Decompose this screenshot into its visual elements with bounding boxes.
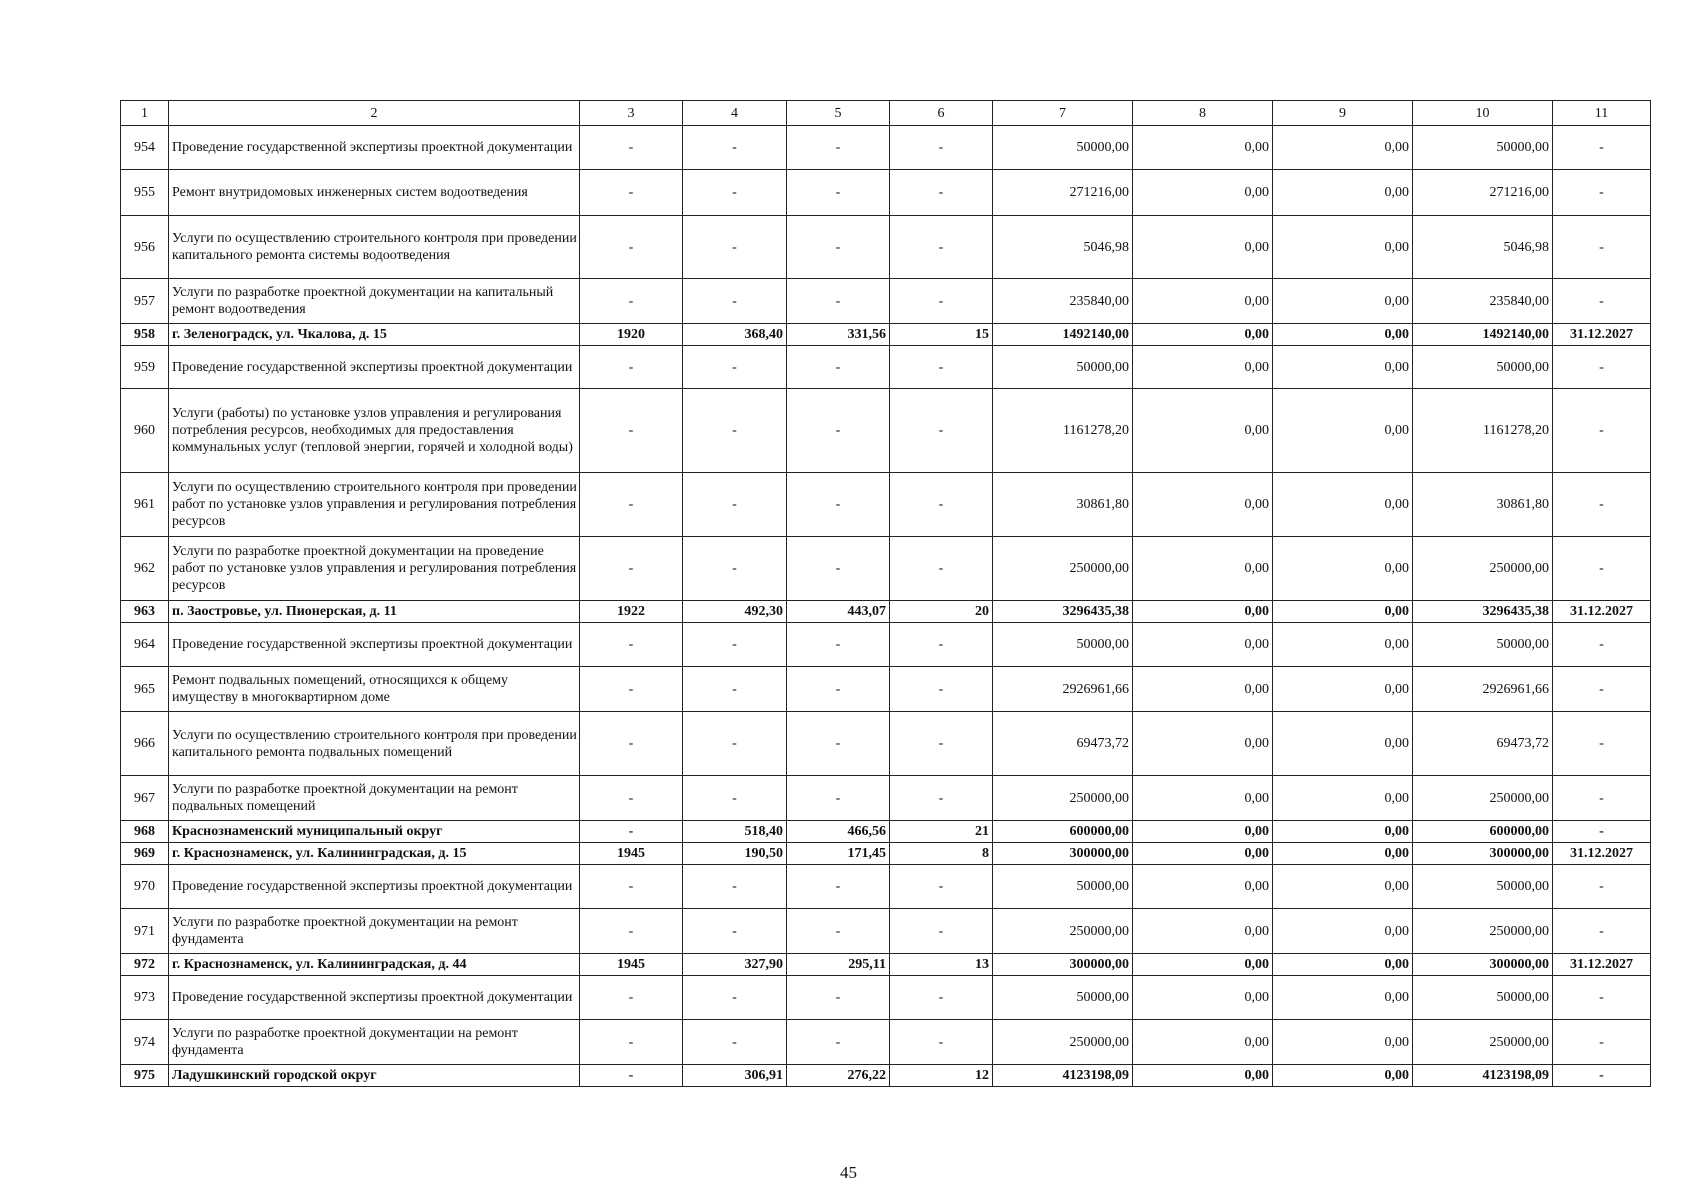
living-area-cell: -: [787, 216, 890, 279]
completion-date-cell: 31.12.2027: [1553, 954, 1651, 976]
table-row: [121, 537, 1651, 601]
column-header: 8: [1133, 101, 1273, 126]
total-cost-cell: 250000,00: [993, 1020, 1133, 1065]
total-area-cell: -: [683, 623, 787, 667]
fund-cost-cell: 0,00: [1133, 389, 1273, 473]
total-cost-cell: 69473,72: [993, 712, 1133, 776]
year-built-cell: -: [580, 1020, 683, 1065]
residents-count-cell: -: [890, 537, 993, 601]
residents-count-cell: 21: [890, 821, 993, 843]
owners-cost-cell: 2926961,66: [1413, 667, 1553, 712]
total-area-cell: -: [683, 776, 787, 821]
living-area-cell: -: [787, 909, 890, 954]
table-row: [121, 865, 1651, 909]
year-built-cell: -: [580, 389, 683, 473]
living-area-cell: 295,11: [787, 954, 890, 976]
page-number: 45: [840, 1163, 857, 1182]
row-number-cell: 959: [121, 346, 169, 389]
total-cost-cell: 30861,80: [993, 473, 1133, 537]
year-built-cell: -: [580, 976, 683, 1020]
budget-cost-cell: 0,00: [1273, 126, 1413, 170]
year-built-cell: -: [580, 667, 683, 712]
work-description-cell: Проведение государственной экспертизы проектной документации: [169, 126, 580, 170]
completion-date-cell: -: [1553, 126, 1651, 170]
budget-cost-cell: 0,00: [1273, 821, 1413, 843]
owners-cost-cell: 4123198,09: [1413, 1065, 1553, 1087]
living-area-cell: -: [787, 712, 890, 776]
residents-count-cell: -: [890, 473, 993, 537]
fund-cost-cell: 0,00: [1133, 954, 1273, 976]
year-built-cell: -: [580, 216, 683, 279]
total-cost-cell: 50000,00: [993, 346, 1133, 389]
budget-cost-cell: 0,00: [1273, 976, 1413, 1020]
living-area-cell: -: [787, 623, 890, 667]
total-area-cell: 327,90: [683, 954, 787, 976]
fund-cost-cell: 0,00: [1133, 909, 1273, 954]
residents-count-cell: -: [890, 909, 993, 954]
table-row: [121, 623, 1651, 667]
total-area-cell: -: [683, 473, 787, 537]
row-number-cell: 956: [121, 216, 169, 279]
total-area-cell: -: [683, 126, 787, 170]
total-area-cell: 492,30: [683, 601, 787, 623]
year-built-cell: -: [580, 170, 683, 216]
total-cost-cell: 1161278,20: [993, 389, 1133, 473]
owners-cost-cell: 235840,00: [1413, 279, 1553, 324]
total-area-cell: 306,91: [683, 1065, 787, 1087]
work-description-cell: п. Заостровье, ул. Пионерская, д. 11: [169, 601, 580, 623]
table-row: [121, 712, 1651, 776]
living-area-cell: 331,56: [787, 324, 890, 346]
column-header: 11: [1553, 101, 1651, 126]
table-row: [121, 170, 1651, 216]
work-description-cell: Услуги (работы) по установке узлов управления и регулирования потребления ресурсов, необходимых для предоставления коммунальных услуг (тепловой энергии, горячей и холодной воды): [169, 389, 580, 473]
column-header: 4: [683, 101, 787, 126]
budget-cost-cell: 0,00: [1273, 346, 1413, 389]
owners-cost-cell: 5046,98: [1413, 216, 1553, 279]
budget-cost-cell: 0,00: [1273, 667, 1413, 712]
row-number-cell: 963: [121, 601, 169, 623]
total-area-cell: -: [683, 279, 787, 324]
work-description-cell: Проведение государственной экспертизы проектной документации: [169, 623, 580, 667]
work-description-cell: Проведение государственной экспертизы проектной документации: [169, 976, 580, 1020]
work-description-cell: Услуги по разработке проектной документации на капитальный ремонт водоотведения: [169, 279, 580, 324]
budget-cost-cell: 0,00: [1273, 712, 1413, 776]
fund-cost-cell: 0,00: [1133, 865, 1273, 909]
work-description-cell: Услуги по осуществлению строительного контроля при проведении капитального ремонта системы водоотведения: [169, 216, 580, 279]
total-area-cell: -: [683, 216, 787, 279]
row-number-cell: 970: [121, 865, 169, 909]
column-header: 5: [787, 101, 890, 126]
completion-date-cell: 31.12.2027: [1553, 843, 1651, 865]
completion-date-cell: -: [1553, 1020, 1651, 1065]
table-row-summary: [121, 601, 1651, 623]
fund-cost-cell: 0,00: [1133, 279, 1273, 324]
residents-count-cell: -: [890, 170, 993, 216]
column-header: 9: [1273, 101, 1413, 126]
total-area-cell: -: [683, 1020, 787, 1065]
owners-cost-cell: 250000,00: [1413, 776, 1553, 821]
year-built-cell: 1920: [580, 324, 683, 346]
completion-date-cell: -: [1553, 865, 1651, 909]
total-area-cell: -: [683, 909, 787, 954]
completion-date-cell: -: [1553, 537, 1651, 601]
total-area-cell: -: [683, 346, 787, 389]
year-built-cell: -: [580, 126, 683, 170]
fund-cost-cell: 0,00: [1133, 537, 1273, 601]
row-number-cell: 964: [121, 623, 169, 667]
total-cost-cell: 300000,00: [993, 954, 1133, 976]
total-area-cell: -: [683, 389, 787, 473]
budget-cost-cell: 0,00: [1273, 1065, 1413, 1087]
total-area-cell: -: [683, 976, 787, 1020]
row-number-cell: 954: [121, 126, 169, 170]
work-description-cell: г. Зеленоградск, ул. Чкалова, д. 15: [169, 324, 580, 346]
completion-date-cell: -: [1553, 346, 1651, 389]
living-area-cell: -: [787, 776, 890, 821]
row-number-cell: 968: [121, 821, 169, 843]
row-number-cell: 974: [121, 1020, 169, 1065]
total-cost-cell: 2926961,66: [993, 667, 1133, 712]
fund-cost-cell: 0,00: [1133, 216, 1273, 279]
year-built-cell: -: [580, 865, 683, 909]
total-cost-cell: 5046,98: [993, 216, 1133, 279]
total-cost-cell: 600000,00: [993, 821, 1133, 843]
budget-cost-cell: 0,00: [1273, 865, 1413, 909]
completion-date-cell: -: [1553, 216, 1651, 279]
fund-cost-cell: 0,00: [1133, 623, 1273, 667]
row-number-cell: 972: [121, 954, 169, 976]
completion-date-cell: -: [1553, 473, 1651, 537]
completion-date-cell: -: [1553, 821, 1651, 843]
year-built-cell: -: [580, 776, 683, 821]
total-area-cell: -: [683, 712, 787, 776]
total-cost-cell: 50000,00: [993, 623, 1133, 667]
residents-count-cell: -: [890, 667, 993, 712]
year-built-cell: 1945: [580, 954, 683, 976]
total-cost-cell: 250000,00: [993, 537, 1133, 601]
completion-date-cell: -: [1553, 1065, 1651, 1087]
residents-count-cell: -: [890, 1020, 993, 1065]
completion-date-cell: -: [1553, 389, 1651, 473]
row-number-cell: 955: [121, 170, 169, 216]
total-cost-cell: 50000,00: [993, 976, 1133, 1020]
total-area-cell: 368,40: [683, 324, 787, 346]
completion-date-cell: 31.12.2027: [1553, 601, 1651, 623]
owners-cost-cell: 1492140,00: [1413, 324, 1553, 346]
living-area-cell: -: [787, 537, 890, 601]
work-description-cell: Проведение государственной экспертизы проектной документации: [169, 346, 580, 389]
table-row-summary: [121, 1065, 1651, 1087]
total-area-cell: -: [683, 170, 787, 216]
residents-count-cell: 15: [890, 324, 993, 346]
residents-count-cell: 12: [890, 1065, 993, 1087]
row-number-cell: 966: [121, 712, 169, 776]
work-description-cell: Ремонт подвальных помещений, относящихся к общему имуществу в многоквартирном доме: [169, 667, 580, 712]
year-built-cell: -: [580, 473, 683, 537]
row-number-cell: 973: [121, 976, 169, 1020]
table-row: [121, 909, 1651, 954]
row-number-cell: 958: [121, 324, 169, 346]
total-cost-cell: 271216,00: [993, 170, 1133, 216]
residents-count-cell: -: [890, 623, 993, 667]
budget-cost-cell: 0,00: [1273, 170, 1413, 216]
total-area-cell: -: [683, 865, 787, 909]
fund-cost-cell: 0,00: [1133, 843, 1273, 865]
work-description-cell: Краснознаменский муниципальный округ: [169, 821, 580, 843]
total-cost-cell: 50000,00: [993, 126, 1133, 170]
work-description-cell: Услуги по разработке проектной документации на ремонт фундамента: [169, 1020, 580, 1065]
owners-cost-cell: 250000,00: [1413, 909, 1553, 954]
table-row: [121, 126, 1651, 170]
completion-date-cell: -: [1553, 976, 1651, 1020]
row-number-cell: 967: [121, 776, 169, 821]
completion-date-cell: -: [1553, 667, 1651, 712]
fund-cost-cell: 0,00: [1133, 1065, 1273, 1087]
budget-cost-cell: 0,00: [1273, 1020, 1413, 1065]
work-description-cell: Услуги по разработке проектной документации на ремонт фундамента: [169, 909, 580, 954]
owners-cost-cell: 600000,00: [1413, 821, 1553, 843]
column-header: 1: [121, 101, 169, 126]
column-header: 7: [993, 101, 1133, 126]
owners-cost-cell: 300000,00: [1413, 954, 1553, 976]
owners-cost-cell: 3296435,38: [1413, 601, 1553, 623]
total-cost-cell: 235840,00: [993, 279, 1133, 324]
total-cost-cell: 300000,00: [993, 843, 1133, 865]
living-area-cell: -: [787, 865, 890, 909]
row-number-cell: 969: [121, 843, 169, 865]
owners-cost-cell: 50000,00: [1413, 346, 1553, 389]
table-row: [121, 346, 1651, 389]
fund-cost-cell: 0,00: [1133, 324, 1273, 346]
owners-cost-cell: 300000,00: [1413, 843, 1553, 865]
owners-cost-cell: 50000,00: [1413, 976, 1553, 1020]
residents-count-cell: -: [890, 216, 993, 279]
living-area-cell: -: [787, 667, 890, 712]
living-area-cell: -: [787, 346, 890, 389]
living-area-cell: -: [787, 170, 890, 216]
completion-date-cell: -: [1553, 712, 1651, 776]
completion-date-cell: -: [1553, 909, 1651, 954]
residents-count-cell: -: [890, 346, 993, 389]
living-area-cell: -: [787, 1020, 890, 1065]
year-built-cell: -: [580, 623, 683, 667]
total-cost-cell: 3296435,38: [993, 601, 1133, 623]
row-number-cell: 961: [121, 473, 169, 537]
year-built-cell: 1922: [580, 601, 683, 623]
fund-cost-cell: 0,00: [1133, 1020, 1273, 1065]
residents-count-cell: 13: [890, 954, 993, 976]
fund-cost-cell: 0,00: [1133, 473, 1273, 537]
residents-count-cell: -: [890, 865, 993, 909]
row-number-cell: 960: [121, 389, 169, 473]
residents-count-cell: -: [890, 776, 993, 821]
column-number-header-row: [121, 101, 1651, 126]
row-number-cell: 965: [121, 667, 169, 712]
owners-cost-cell: 30861,80: [1413, 473, 1553, 537]
table-row: [121, 389, 1651, 473]
row-number-cell: 971: [121, 909, 169, 954]
living-area-cell: -: [787, 126, 890, 170]
work-description-cell: Услуги по разработке проектной документации на ремонт подвальных помещений: [169, 776, 580, 821]
completion-date-cell: 31.12.2027: [1553, 324, 1651, 346]
budget-cost-cell: 0,00: [1273, 623, 1413, 667]
owners-cost-cell: 250000,00: [1413, 1020, 1553, 1065]
completion-date-cell: -: [1553, 776, 1651, 821]
column-header: 6: [890, 101, 993, 126]
budget-cost-cell: 0,00: [1273, 843, 1413, 865]
table-row-summary: [121, 954, 1651, 976]
work-description-cell: г. Краснознаменск, ул. Калининградская, д. 44: [169, 954, 580, 976]
table-row: [121, 667, 1651, 712]
table-row-summary: [121, 821, 1651, 843]
budget-cost-cell: 0,00: [1273, 537, 1413, 601]
year-built-cell: 1945: [580, 843, 683, 865]
table-row-summary: [121, 843, 1651, 865]
fund-cost-cell: 0,00: [1133, 976, 1273, 1020]
year-built-cell: -: [580, 821, 683, 843]
total-cost-cell: 250000,00: [993, 776, 1133, 821]
owners-cost-cell: 50000,00: [1413, 126, 1553, 170]
budget-cost-cell: 0,00: [1273, 279, 1413, 324]
fund-cost-cell: 0,00: [1133, 346, 1273, 389]
work-description-cell: Услуги по разработке проектной документации на проведение работ по установке узлов управления и регулирования потребления ресурсов: [169, 537, 580, 601]
table-body: [121, 126, 1651, 1087]
budget-cost-cell: 0,00: [1273, 216, 1413, 279]
fund-cost-cell: 0,00: [1133, 170, 1273, 216]
column-header: 2: [169, 101, 580, 126]
table-row: [121, 976, 1651, 1020]
fund-cost-cell: 0,00: [1133, 126, 1273, 170]
year-built-cell: -: [580, 1065, 683, 1087]
table-row: [121, 1020, 1651, 1065]
work-description-cell: Ремонт внутридомовых инженерных систем водоотведения: [169, 170, 580, 216]
total-area-cell: 518,40: [683, 821, 787, 843]
work-description-cell: г. Краснознаменск, ул. Калининградская, д. 15: [169, 843, 580, 865]
year-built-cell: -: [580, 537, 683, 601]
budget-cost-cell: 0,00: [1273, 389, 1413, 473]
document-sheet: [120, 100, 1650, 1087]
fund-cost-cell: 0,00: [1133, 601, 1273, 623]
living-area-cell: 443,07: [787, 601, 890, 623]
living-area-cell: -: [787, 389, 890, 473]
total-area-cell: 190,50: [683, 843, 787, 865]
year-built-cell: -: [580, 712, 683, 776]
owners-cost-cell: 1161278,20: [1413, 389, 1553, 473]
row-number-cell: 957: [121, 279, 169, 324]
work-description-cell: Услуги по осуществлению строительного контроля при проведении капитального ремонта подвальных помещений: [169, 712, 580, 776]
residents-count-cell: -: [890, 126, 993, 170]
work-description-cell: Проведение государственной экспертизы проектной документации: [169, 865, 580, 909]
residents-count-cell: -: [890, 976, 993, 1020]
completion-date-cell: -: [1553, 623, 1651, 667]
completion-date-cell: -: [1553, 279, 1651, 324]
table-row-summary: [121, 324, 1651, 346]
residents-count-cell: -: [890, 279, 993, 324]
living-area-cell: -: [787, 976, 890, 1020]
budget-cost-cell: 0,00: [1273, 324, 1413, 346]
owners-cost-cell: 271216,00: [1413, 170, 1553, 216]
living-area-cell: 466,56: [787, 821, 890, 843]
year-built-cell: -: [580, 279, 683, 324]
table-row: [121, 776, 1651, 821]
fund-cost-cell: 0,00: [1133, 667, 1273, 712]
total-cost-cell: 1492140,00: [993, 324, 1133, 346]
table-row: [121, 279, 1651, 324]
owners-cost-cell: 50000,00: [1413, 865, 1553, 909]
data-table: [120, 100, 1651, 1087]
work-description-cell: Ладушкинский городской округ: [169, 1065, 580, 1087]
row-number-cell: 962: [121, 537, 169, 601]
living-area-cell: 276,22: [787, 1065, 890, 1087]
completion-date-cell: -: [1553, 170, 1651, 216]
column-header: 10: [1413, 101, 1553, 126]
owners-cost-cell: 250000,00: [1413, 537, 1553, 601]
residents-count-cell: 20: [890, 601, 993, 623]
work-description-cell: Услуги по осуществлению строительного контроля при проведении работ по установке узлов управления и регулирования потребления ресурсов: [169, 473, 580, 537]
fund-cost-cell: 0,00: [1133, 712, 1273, 776]
total-cost-cell: 250000,00: [993, 909, 1133, 954]
year-built-cell: -: [580, 346, 683, 389]
living-area-cell: 171,45: [787, 843, 890, 865]
row-number-cell: 975: [121, 1065, 169, 1087]
table-row: [121, 216, 1651, 279]
budget-cost-cell: 0,00: [1273, 776, 1413, 821]
living-area-cell: -: [787, 473, 890, 537]
residents-count-cell: 8: [890, 843, 993, 865]
owners-cost-cell: 69473,72: [1413, 712, 1553, 776]
budget-cost-cell: 0,00: [1273, 909, 1413, 954]
column-header: 3: [580, 101, 683, 126]
budget-cost-cell: 0,00: [1273, 601, 1413, 623]
fund-cost-cell: 0,00: [1133, 776, 1273, 821]
budget-cost-cell: 0,00: [1273, 473, 1413, 537]
total-cost-cell: 4123198,09: [993, 1065, 1133, 1087]
residents-count-cell: -: [890, 389, 993, 473]
total-cost-cell: 50000,00: [993, 865, 1133, 909]
owners-cost-cell: 50000,00: [1413, 623, 1553, 667]
fund-cost-cell: 0,00: [1133, 821, 1273, 843]
table-row: [121, 473, 1651, 537]
total-area-cell: -: [683, 537, 787, 601]
budget-cost-cell: 0,00: [1273, 954, 1413, 976]
living-area-cell: -: [787, 279, 890, 324]
total-area-cell: -: [683, 667, 787, 712]
year-built-cell: -: [580, 909, 683, 954]
residents-count-cell: -: [890, 712, 993, 776]
